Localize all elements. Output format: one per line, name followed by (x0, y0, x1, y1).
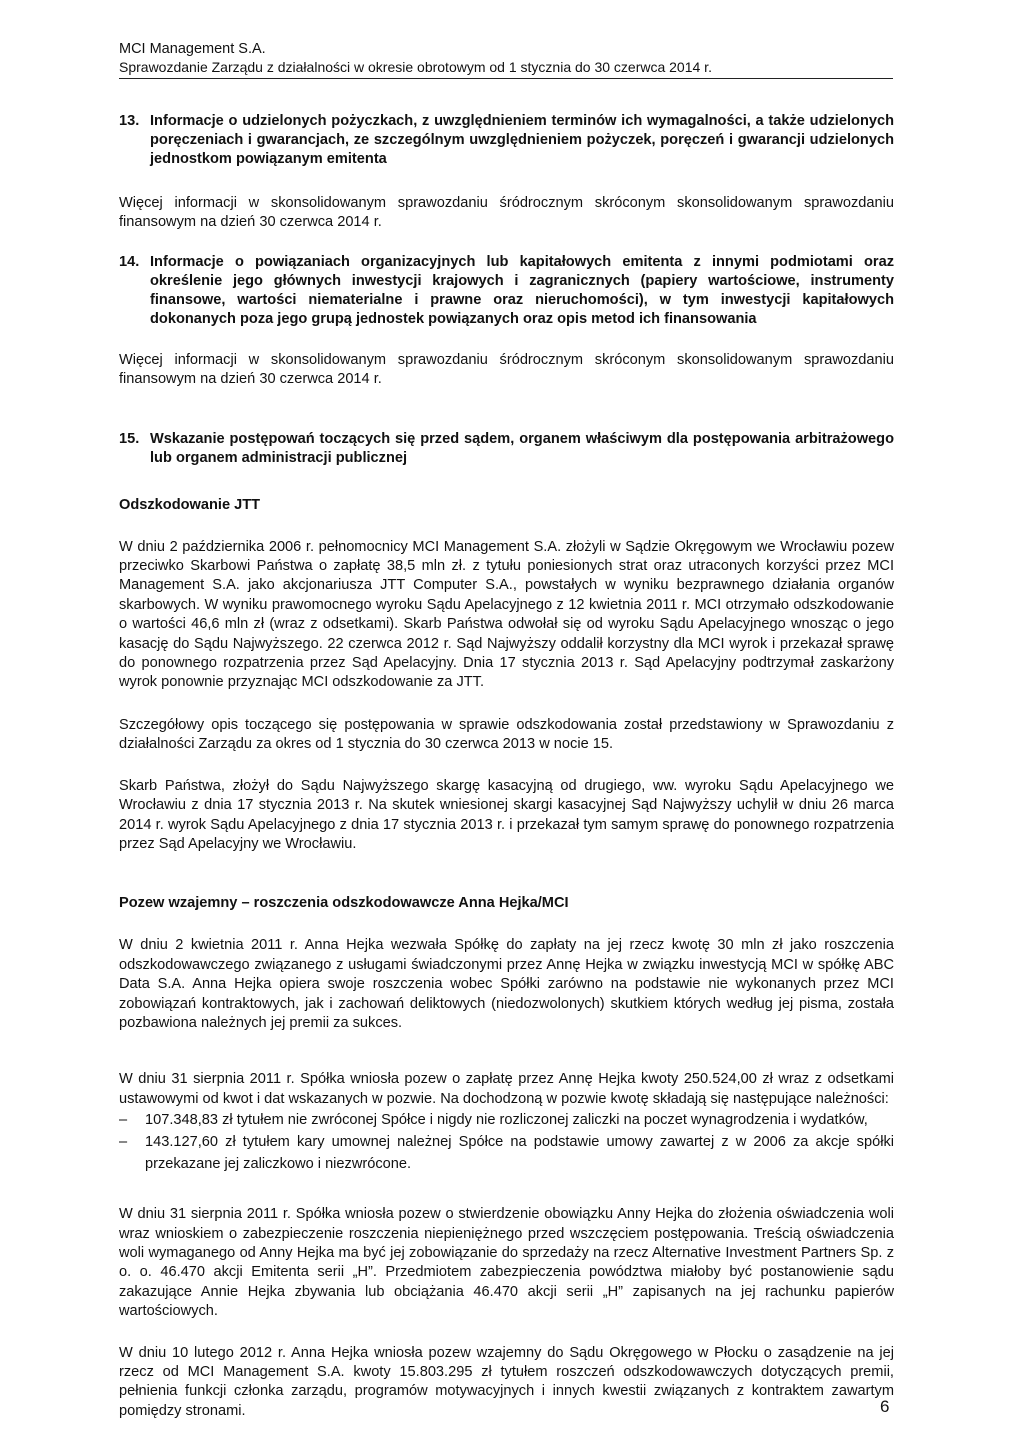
section-heading: Informacje o powiązaniach organizacyjnych lub kapitałowych emitenta z innymi podmiotami oraz określenie jego głównych inwestycji krajowych i zagranicznych (papiery wartościowe, instrumenty finansowe, wartości niematerialne i prawne oraz nieruchomości), w tym inwestycji kapitałowych dokonanych poza jego grupą jednostek powiązanych oraz opis metod ich finansowania (150, 253, 894, 327)
bullet-dash: – (119, 1134, 128, 1151)
page-header (119, 40, 893, 79)
hejka-paragraph-4: W dniu 10 lutego 2012 r. Anna Hejka wniosła pozew wzajemny do Sądu Okręgowego w Płocku o zasądzenie na jej rzecz od MCI Management S.A. kwoty 15.803.295 zł tytułem roszczeń odszkodowawczych dotyczących premii, pełnienia funkcji członka zarządu, programów motywacyjnych i innych kwestii związanych z kontraktem zawartym pomiędzy stronami. (119, 1344, 894, 1419)
section-14-body: Więcej informacji w skonsolidowanym sprawozdaniu śródrocznym skróconym skonsolidowanym sprawozdaniu finansowym na dzień 30 czerwca 2014 r. (119, 351, 894, 388)
header-rule (119, 78, 893, 79)
section-15-title (119, 430, 894, 468)
section-heading: Informacje o udzielonych pożyczkach, z uwzględnieniem terminów ich wymagalności, a także udzielonych poręczeniach i gwarancjach, ze szczególnym uwzględnieniem pożyczek, poręczeń i gwarancji udzielonych jednostkom powiązanym emitenta (150, 113, 894, 167)
hejka-heading: Pozew wzajemny – roszczenia odszkodowawcze Anna Hejka/MCI (119, 895, 569, 912)
jtt-paragraph-1: W dniu 2 października 2006 r. pełnomocnicy MCI Management S.A. złożyli w Sądzie Okręgowym we Wrocławiu pozew przeciwko Skarbowi Państwa o zapłatę 38,5 mln zł. z tytułu poniesionych strat oraz utraconych korzyści przez MCI Management S.A. jako akcjonariusza JTT Computer S.A., powstałych w wyniku bezprawnego działania organów skarbowych. W wyniku prawomocnego wyroku Sądu Apelacyjnego z 12 kwietnia 2011 r. MCI otrzymało odszkodowanie o wartości 46,6 mln zł (wraz z odsetkami). Skarb Państwa odwołał się od wyroku Sądu Apelacyjnego wnosząc o jego kasację do Sądu Najwyższego. 22 czerwca 2012 r. Sąd Najwyższy oddalił korzystny dla MCI wyrok i przekazał sprawę do ponownego rozpatrzenia przez Sąd Apelacyjny. Dnia 17 stycznia 2013 r. Sąd Apelacyjny podtrzymał zaskarżony wyrok ponownie przyznając MCI odszkodowanie za JTT. (119, 538, 894, 691)
section-number: 15. (119, 430, 140, 447)
header-company: MCI Management S.A. (119, 41, 266, 57)
list-item-text: 107.348,83 zł tytułem nie zwróconej Spółce i nigdy nie rozliczonej zaliczki na poczet wynagrodzenia i wydatków, (145, 1112, 868, 1129)
jtt-heading: Odszkodowanie JTT (119, 496, 261, 513)
hejka-paragraph-1: W dniu 2 kwietnia 2011 r. Anna Hejka wezwała Spółkę do zapłaty na jej rzecz kwotę 30 mln zł jako roszczenia odszkodowawczego związanego z usługami świadczonymi przez Annę Hejka w związku inwestycją MCI w spółkę ABC Data S.A. Anna Hejka opiera swoje roszczenia wobec Spółki zarówno na podstawie nie wykonanych przez MCI zobowiązań kontraktowych, jak i zachowań deliktowych (niedozwolonych) skutkiem których według jej pisma, została pozbawiona należnych jej premii za sukces. (119, 937, 894, 1031)
section-number: 14. (119, 253, 140, 270)
jtt-paragraph-3: Skarb Państwa, złożył do Sądu Najwyższego skargę kasacyjną od drugiego, ww. wyroku Sądu Apelacyjnego we Wrocławiu z dnia 17 stycznia 2013 r. Na skutek wniesionej skargi kasacyjnej Sąd Najwyższy uchylił w dniu 26 marca 2014 r. wyrok Sądu Apelacyjnego z dnia 17 stycznia 2013 r. i przekazał tym samym sprawę do ponownego rozpatrzenia przez Sąd Apelacyjny we Wrocławiu. (119, 777, 894, 852)
header-subtitle: Sprawozdanie Zarządu z działalności w okresie obrotowym od 1 stycznia do 30 czerwca 2014 r. (119, 59, 712, 75)
list-item (119, 1109, 894, 1131)
hejka-paragraph-3: W dniu 31 sierpnia 2011 r. Spółka wniosła pozew o stwierdzenie obowiązku Anny Hejka do złożenia oświadczenia woli wraz wnioskiem o zabezpieczenie roszczenia niepieniężnego przed wszczęciem postępowania. Treścią oświadczenia woli wymaganego od Anny Hejka ma być jej zobowiązanie do sprzedaży na rzecz Alternative Investment Partners Sp. z o. o. 46.470 akcji Emitenta serii „H”. Przedmiotem zabezpieczenia powództwa miałoby być postanowienie sądu zakazujące Annie Hejka zbywania lub obciążania 46.470 akcji serii „H” zapisanych na jej rachunku papierów wartościowych. (119, 1206, 894, 1320)
section-number: 13. (119, 113, 140, 129)
section-13-body: Więcej informacji w skonsolidowanym sprawozdaniu śródrocznym skróconym skonsolidowanym sprawozdaniu finansowym na dzień 30 czerwca 2014 r. (119, 195, 894, 231)
document-body (119, 112, 894, 1421)
section-14-title (119, 253, 894, 329)
list-item-text: 143.127,60 zł tytułem kary umownej należnej Spółce na podstawie umowy zawartej z w 2006 za akcje spółki przekazane jej zaliczkowo i niezwrócone. (145, 1134, 894, 1173)
receivables-list (119, 1109, 894, 1175)
bullet-dash: – (119, 1112, 128, 1129)
section-heading: Wskazanie postępowań toczących się przed sądem, organem właściwym dla postępowania arbitrażowego lub organem administracji publicznej (150, 430, 894, 466)
list-item (119, 1131, 894, 1175)
hejka-paragraph-2: W dniu 31 sierpnia 2011 r. Spółka wniosła pozew o zapłatę przez Annę Hejka kwoty 250.524,00 zł wraz z odsetkami ustawowymi od kwot i dat wskazanych w pozwie. Na dochodzoną w pozwie kwotę składają się następujące należności: (119, 1071, 894, 1107)
jtt-paragraph-2: Szczegółowy opis toczącego się postępowania w sprawie odszkodowania został przedstawiony w Sprawozdaniu z działalności Zarządu za okres od 1 stycznia do 30 czerwca 2013 w nocie 15. (119, 716, 894, 753)
page-number: 6 (880, 1397, 890, 1416)
section-13-title (119, 112, 894, 169)
